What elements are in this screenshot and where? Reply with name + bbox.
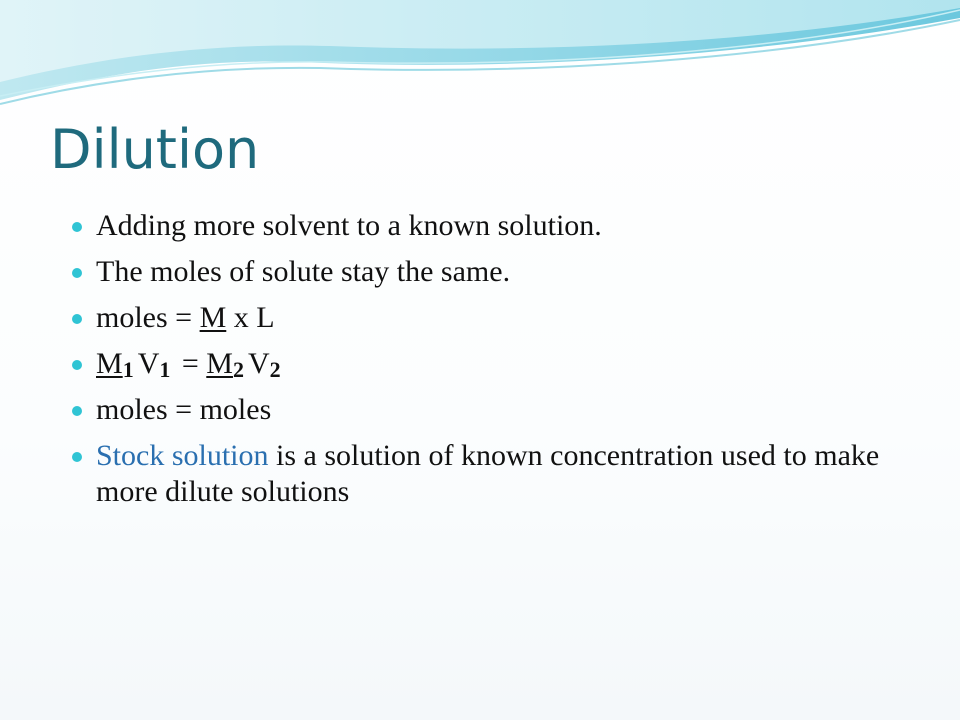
bullet-text: The moles of solute stay the same.: [96, 255, 511, 288]
bullet-icon: [72, 222, 82, 232]
page-title: Dilution: [50, 118, 260, 181]
molarity-2-symbol: M: [206, 347, 233, 380]
subscript: 2: [232, 357, 244, 382]
list-item-dilution-equation: [72, 346, 892, 388]
equals-sign: =: [174, 347, 207, 380]
list-item: [72, 438, 892, 510]
bullet-text-suffix: x L: [226, 301, 275, 334]
stock-solution-term: Stock solution: [96, 439, 269, 472]
bullet-icon: [72, 360, 82, 370]
list-item: [72, 392, 892, 428]
bullet-text: is a solution of known concentration used to make more dilute solutions: [96, 439, 880, 508]
list-item: [72, 208, 892, 244]
bullet-icon: [72, 452, 82, 462]
subscript: 1: [122, 357, 134, 382]
bullet-icon: [72, 268, 82, 278]
bullet-list: [72, 208, 892, 520]
list-item: [72, 254, 892, 290]
molarity-symbol: M: [199, 301, 227, 334]
bullet-text: Adding more solvent to a known solution.: [96, 209, 602, 242]
volume-2-symbol: V: [247, 347, 270, 380]
volume-1-symbol: V: [137, 347, 160, 380]
header-wave-decoration: [0, 0, 960, 110]
bullet-text: moles = moles: [96, 393, 272, 426]
subscript: 2: [269, 357, 281, 382]
bullet-icon: [72, 314, 82, 324]
list-item: [72, 300, 892, 336]
bullet-icon: [72, 406, 82, 416]
molarity-1-symbol: M: [96, 347, 123, 380]
subscript: 1: [159, 357, 171, 382]
bullet-text-prefix: moles =: [96, 301, 200, 334]
